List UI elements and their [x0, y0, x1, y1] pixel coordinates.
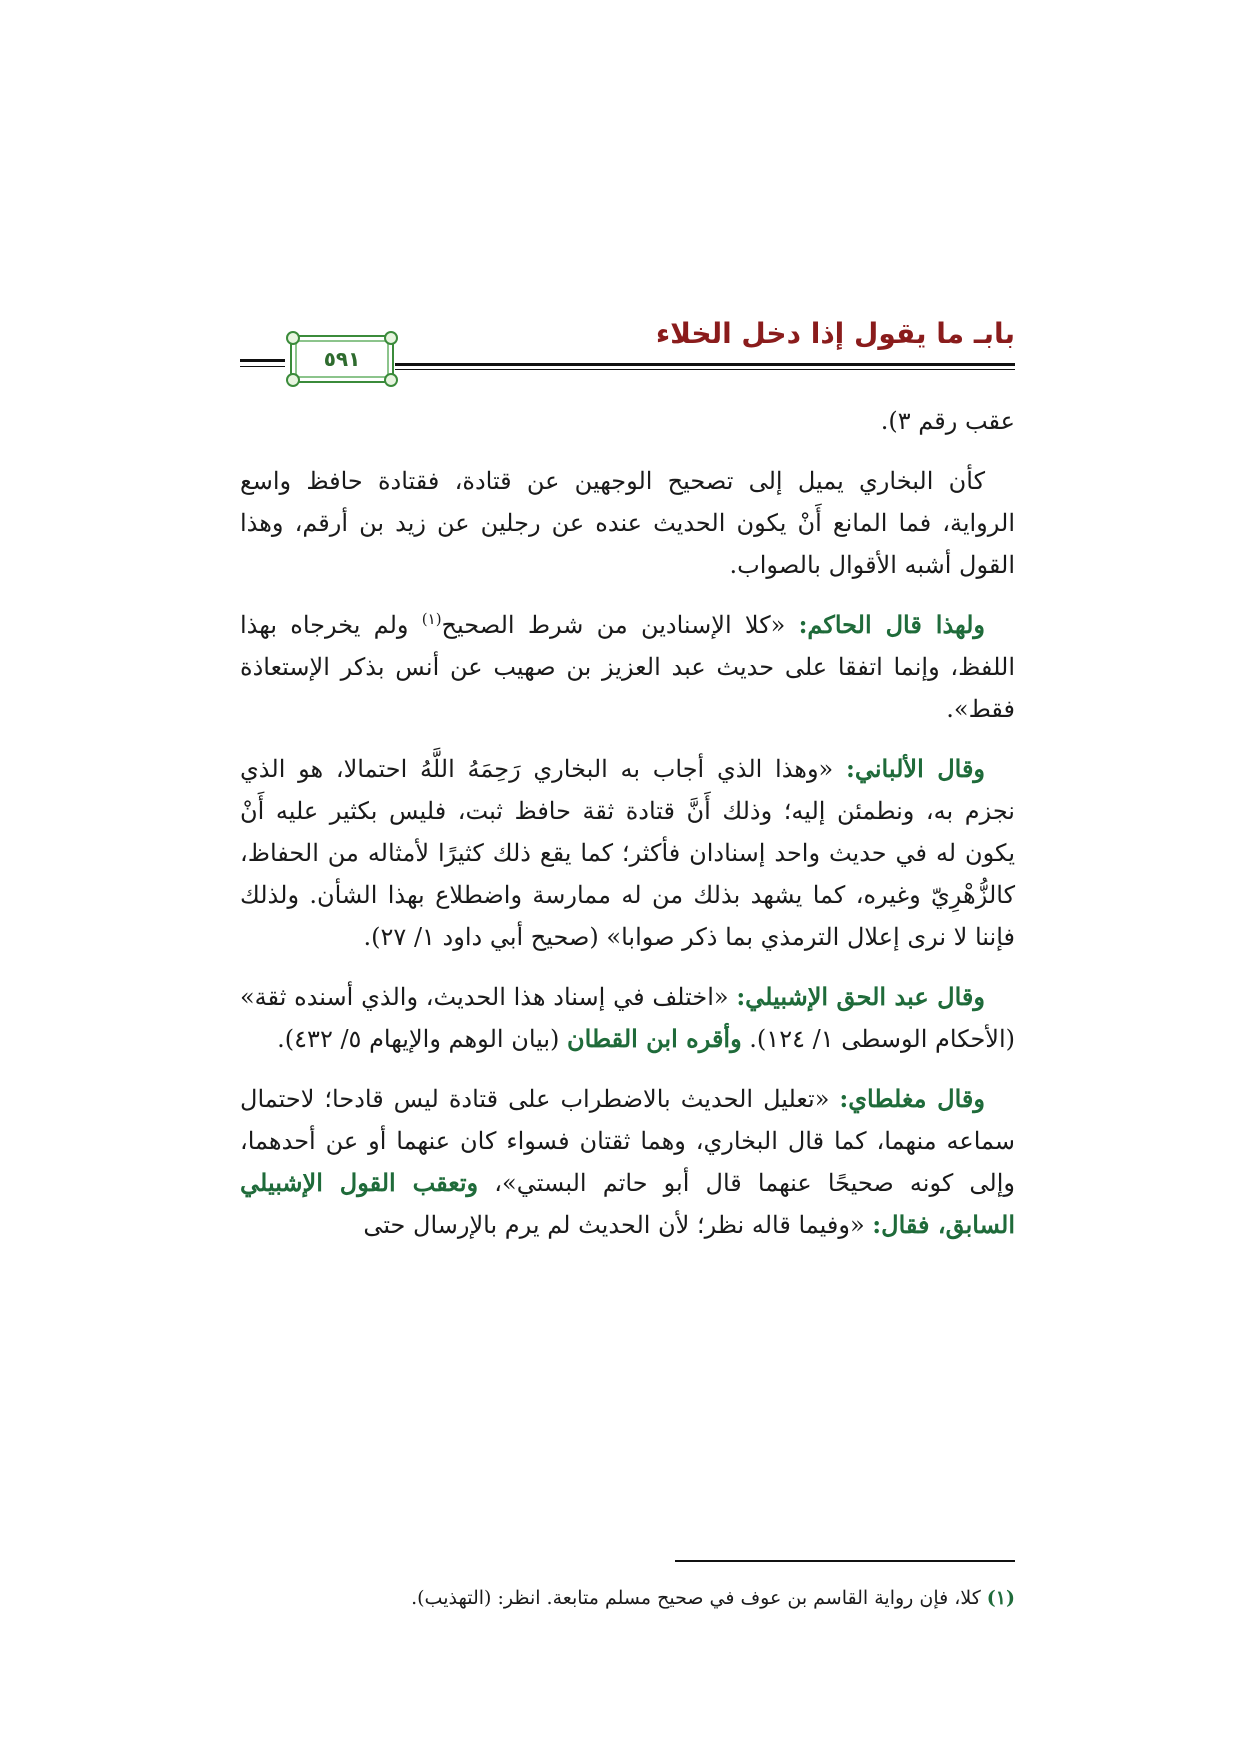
- paragraph-2: [240, 460, 1015, 586]
- header-rule-left-thin: [240, 366, 285, 367]
- quote-text: (بيان الوهم والإيهام ٥/ ٤٣٢).: [277, 1025, 568, 1053]
- speaker-label: وتعقب القول الإشبيلي السابق، فقال:: [240, 1168, 1015, 1239]
- ornament-icon: [384, 331, 398, 345]
- paragraph-6: [240, 1078, 1015, 1246]
- paragraph-3: [240, 604, 1015, 730]
- paragraph-5: [240, 976, 1015, 1060]
- quote-text: «وهذا الذي أجاب به البخاري رَحِمَهُ اللَّهُ احتمالا، هو الذي نجزم به، ونطمئن إليه؛ وذلك أَنَّ قتادة ثقة حافظ ثبت، فليس بكثير عليه أَنْ يكون له في حديث واحد إسنادان فأكثر؛ كما يقع ذلك كثيرًا لأمثاله من الحفاظ، كالزُّهْرِيّ وغيره، كما يشهد بذلك من له ممارسة واضطلاع بهذا الشأن. ولذلك فإننا لا نرى إعلال الترمذي بما ذكر صوابا» (صحيح أبي داود ١/ ٢٧).: [240, 755, 1015, 951]
- main-text: [240, 400, 1015, 1264]
- quote-text: «كلا الإسنادين من شرط الصحيح: [441, 611, 799, 639]
- speaker-label: وقال مغلطاي:: [839, 1084, 985, 1113]
- chapter-title: بابـ ما يقول إذا دخل الخلاء: [655, 317, 1015, 350]
- footnote: [240, 1583, 1015, 1613]
- speaker-label: ولهذا قال الحاكم:: [798, 610, 986, 639]
- quote-text: «اختلف في إسناد هذا الحديث، والذي أسنده ثقة» (الأحكام الوسطى ١/ ١٢٤).: [240, 983, 1015, 1053]
- paragraph-text: كأن البخاري يميل إلى تصحيح الوجهين عن قتادة، فقتادة حافظ واسع الرواية، فما المانع أَنْ يكون الحديث عنده عن رجلين عن زيد بن أرقم، وهذا القول أشبه الأقوال بالصواب.: [240, 467, 1015, 579]
- header-rule-thin: [395, 369, 1015, 370]
- speaker-label: وقال الألباني:: [845, 754, 986, 783]
- page-number-badge: [290, 335, 394, 383]
- ornament-icon: [286, 373, 300, 387]
- quote-text: «تعليل الحديث بالاضطراب على قتادة ليس قادحا؛ لاحتمال سماعه منهما، كما قال البخاري، وهما ثقتان فسواء كان عنهما أو عن أحدهما، وإلى كونه صحيحًا عنهما قال أبو حاتم البستي»،: [240, 1085, 1015, 1197]
- page-header: [240, 305, 1015, 380]
- footnote-text: كلا، فإن رواية القاسم بن عوف في صحيح مسلم متابعة. انظر: (التهذيب).: [411, 1587, 987, 1609]
- paragraph-1: [240, 400, 1015, 442]
- speaker-label: وأقره ابن القطان: [567, 1024, 742, 1053]
- footnote-divider: [675, 1560, 1015, 1562]
- page-number: ٥٩١: [323, 347, 361, 371]
- footnote-ref[interactable]: (١): [421, 610, 442, 628]
- footnote-marker: (١): [986, 1587, 1015, 1609]
- speaker-label: وقال عبد الحق الإشبيلي:: [736, 982, 985, 1011]
- quote-text: ولم يخرجاه بهذا اللفظ، وإنما اتفقا على حديث عبد العزيز بن صهيب عن أنس بذكر الإستعاذة فقط».: [240, 611, 1015, 723]
- ornament-icon: [384, 373, 398, 387]
- paragraph-text: عقب رقم ٣).: [880, 407, 1015, 435]
- header-rule-thick: [395, 363, 1015, 366]
- ornament-icon: [286, 331, 300, 345]
- paragraph-4: [240, 748, 1015, 958]
- quote-text: «وفيما قاله نظر؛ لأن الحديث لم يرم بالإرسال حتى: [363, 1211, 873, 1239]
- header-rule-left-thick: [240, 359, 285, 362]
